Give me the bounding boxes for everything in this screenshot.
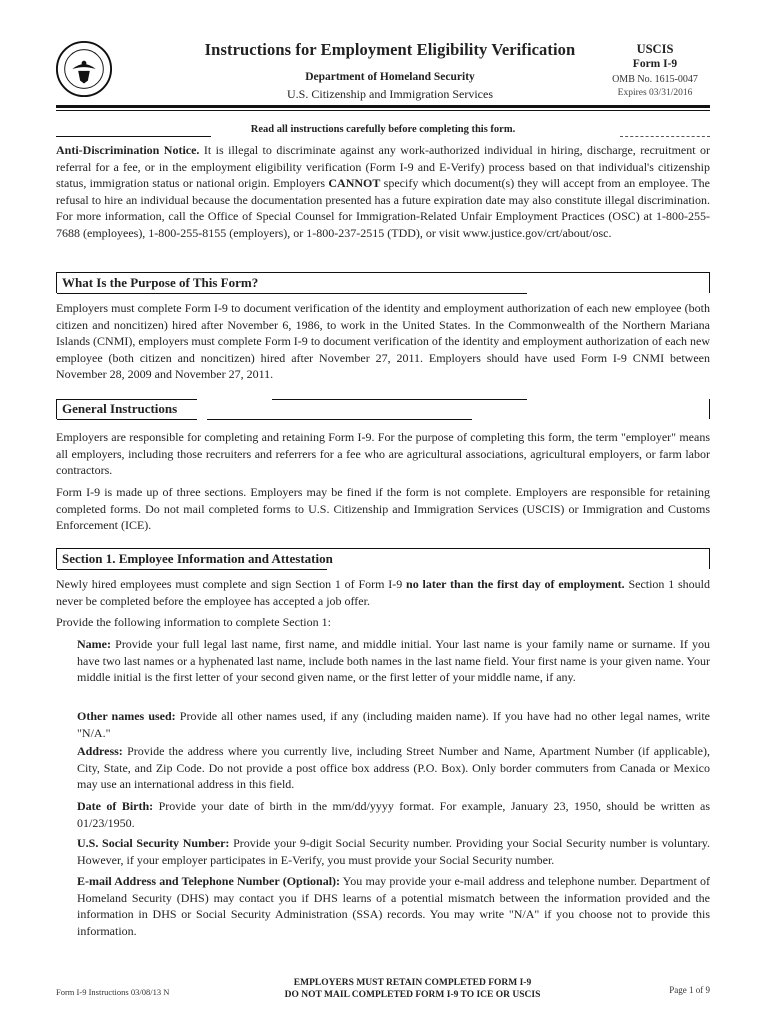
- footer-retention-notice: EMPLOYERS MUST RETAIN COMPLETED FORM I-9 DO NOT MAIL COMPLETED FORM I-9 TO ICE OR USCIS: [284, 978, 541, 1000]
- section-heading-purpose: What Is the Purpose of This Form?: [56, 272, 710, 293]
- department-name: Department of Homeland Security: [305, 71, 475, 83]
- general-instructions-p2: Form I-9 is made up of three sections. Employers may be fined if the form is not complete. Employers are responsible for retaining completed forms. Do not mail completed forms to U.S. Citizenship and Immigration Services (USCIS) or Immigration and Customs Enforcement (ICE).: [56, 485, 710, 533]
- anti-discrimination-label: Anti-Discrimination Notice.: [56, 143, 200, 157]
- omb-number: OMB No. 1615-0047: [612, 74, 698, 85]
- item-other-names: Other names used: Provide all other names used, if any (including maiden name). If you have had no other legal names, write "N/A.": [77, 709, 710, 740]
- item-date-of-birth: Date of Birth: Provide your date of birth in the mm/dd/yyyy format. For example, January 23, 1950, should be written as 01/23/1950.: [77, 799, 710, 830]
- purpose-text: Employers must complete Form I-9 to document verification of the identity and employment authorization of each new employee (both citizen and noncitizen) hired after November 6, 1986, to work in the United States. In the Commonwealth of the Northern Mariana Islands (CNMI), employers must complete Form I-9 to document verification of the identity and employment authorization of each new employee (both citizen and noncitizen) hired after November 27, 2011. Employers should have used Form I-9 CNMI between November 28, 2009 and November 27, 2011.: [56, 301, 710, 382]
- header-rule-thin: [56, 110, 710, 111]
- item-ssn: U.S. Social Security Number: Provide your 9-digit Social Security number. Providing your Social Security number is voluntary. However, if your employer participates in E-Verify, you must provide your Social Security number.: [77, 836, 710, 867]
- form-number: Form I-9: [632, 58, 678, 70]
- expiration-date: Expires 03/31/2016: [617, 88, 693, 98]
- agency-name: U.S. Citizenship and Immigration Services: [287, 87, 493, 101]
- section1-provide: Provide the following information to complete Section 1:: [56, 615, 331, 629]
- divider: [56, 136, 211, 137]
- uscis-label: USCIS: [636, 42, 674, 56]
- divider-dashed: [620, 136, 710, 137]
- general-instructions-p1: Employers are responsible for completing and retaining Form I-9. For the purpose of completing this form, the term "employer" means all employers, including those recruiters and referrers for a fee who are agricultural associations, agricultural employers, or farm labor contractors.: [56, 430, 710, 478]
- item-email-phone: E-mail Address and Telephone Number (Optional): You may provide your e-mail address and telephone number. Department of Homeland Security (DHS) may contact you if DHS learns of a potential mismatch between the information provided and the information in DHS or Social Security Administration (SSA) records. You may write "N/A" if you choose not to provide this information.: [77, 874, 711, 938]
- item-name: Name: Provide your full legal last name, first name, and middle initial. Your last name is your family name or surname. If you have two last names or a hyphenated last name, include both names in the last name field. Your first name is your given name. Your middle initial is the first letter of your second given name, or the first letter of your middle name, if any.: [77, 637, 710, 685]
- read-instructions-note: Read all instructions carefully before completing this form.: [250, 124, 516, 135]
- page-title: Instructions for Employment Eligibility Verification: [204, 40, 576, 59]
- item-address: Address: Provide the address where you currently live, including Street Number and Name, Apartment Number (if applicable), City, State, and Zip Code. Do not provide a post office box address (P.O. Box). Only border commuters from Canada or Mexico may use an international address in this field.: [77, 744, 710, 792]
- footer-form-edition: Form I-9 Instructions 03/08/13 N: [56, 987, 170, 997]
- section1-intro: Newly hired employees must complete and sign Section 1 of Form I-9 no later than the first day of employment. Section 1 should never be completed before the employee has accepted a job offer.: [56, 577, 711, 608]
- dhs-seal-icon: [55, 40, 113, 98]
- section-heading-general: General Instructions: [56, 399, 710, 419]
- page-number: Page 1 of 9: [669, 985, 710, 995]
- anti-discrimination-notice: Anti-Discrimination Notice. It is illegal to discriminate against any work-authorized individual in hiring, discharge, recruitment or referral for a fee, or in the employment eligibility verification (Form I-9 and E-Verify) process based on that individual's citizenship status, immigration status or national origin. Employers CANNOT specify which document(s) they will accept from an employee. The refusal to hire an individual because the documentation presented has a future expiration date may also constitute illegal discrimination. For more information, call the Office of Special Counsel for Immigration-Related Unfair Employment Practices (OSC) at 1-800-255-7688 (employees), 1-800-255-8155 (employers), or 1-800-237-2515 (TDD), or visit www.justice.gov/crt/about/osc.: [56, 143, 711, 240]
- header-rule: [56, 105, 710, 108]
- section-heading-section1: Section 1. Employee Information and Attestation: [56, 548, 710, 569]
